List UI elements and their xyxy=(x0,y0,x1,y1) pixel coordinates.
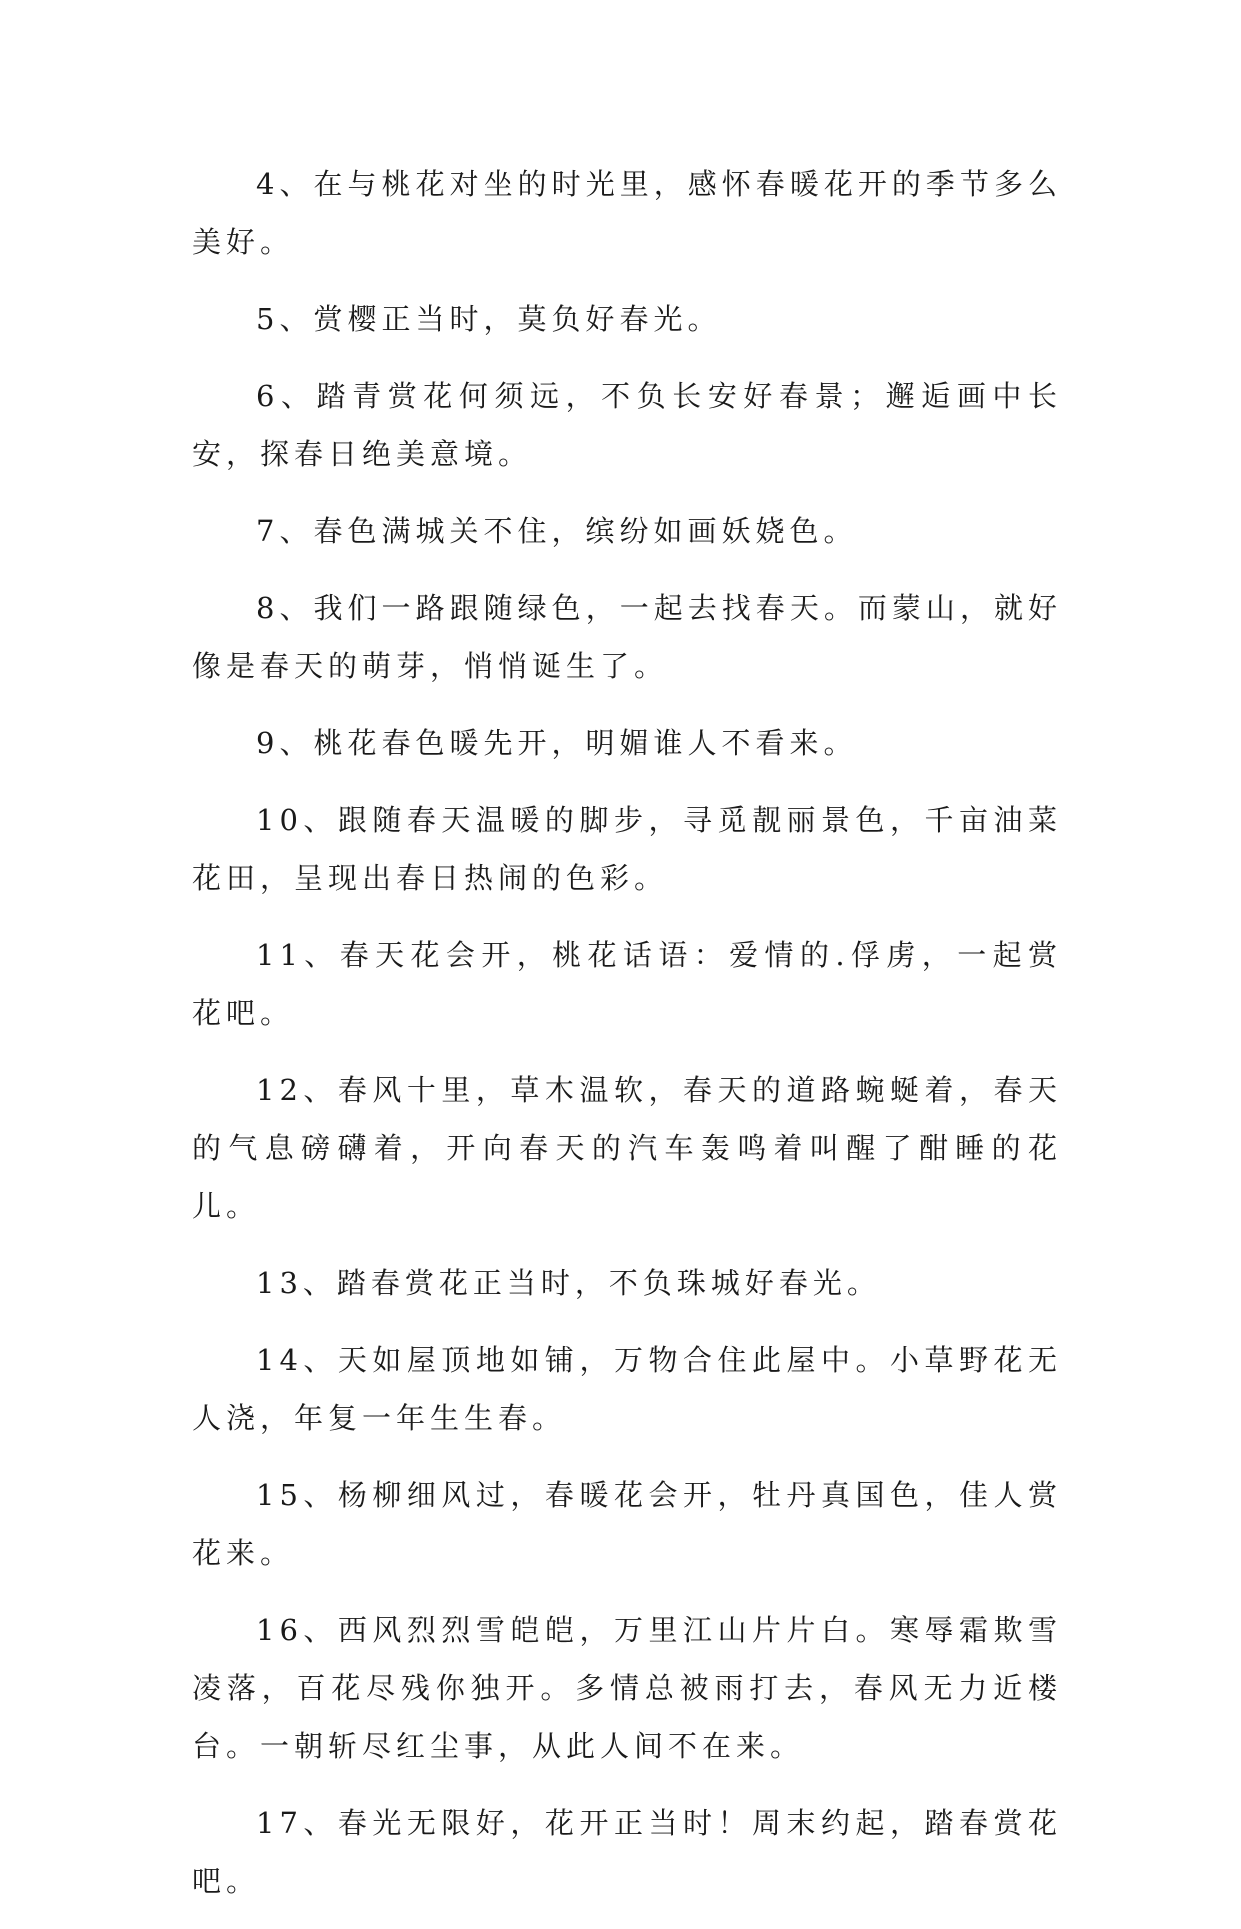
paragraph-13: 13、踏春赏花正当时，不负珠城好春光。 xyxy=(256,1266,881,1300)
paragraph-8: 8、我们一路跟随绿色，一起去找春天。而蒙山，就好像是春天的萌芽，悄悄诞生了。 xyxy=(192,591,1062,683)
paragraph-14: 14、天如屋顶地如铺，万物合住此屋中。小草野花无人浇，年复一年生生春。 xyxy=(192,1343,1062,1435)
paragraph-7: 7、春色满城关不住，缤纷如画妖娆色。 xyxy=(256,514,858,548)
paragraph-6: 6、踏青赏花何须远，不负长安好春景；邂逅画中长安，探春日绝美意境。 xyxy=(192,379,1062,471)
document-body xyxy=(192,155,1062,1929)
paragraph-15: 15、杨柳细风过，春暖花会开，牡丹真国色，佳人赏花来。 xyxy=(192,1478,1062,1570)
paragraph-17: 17、春光无限好，花开正当时！周末约起，踏春赏花吧。 xyxy=(192,1806,1062,1898)
paragraph-16: 16、西风烈烈雪皑皑，万里江山片片白。寒辱霜欺雪凌落，百花尽残你独开。多情总被雨打去，春风无力近楼台。一朝斩尽红尘事，从此人间不在来。 xyxy=(192,1613,1062,1763)
paragraph-10: 10、跟随春天温暖的脚步，寻觅靓丽景色，千亩油菜花田，呈现出春日热闹的色彩。 xyxy=(192,803,1062,895)
paragraph-12: 12、春风十里，草木温软，春天的道路蜿蜒着，春天的气息磅礴着，开向春天的汽车轰鸣着叫醒了酣睡的花儿。 xyxy=(192,1073,1062,1223)
paragraph-9: 9、桃花春色暖先开，明媚谁人不看来。 xyxy=(256,726,858,760)
paragraph-5: 5、赏樱正当时，莫负好春光。 xyxy=(256,302,722,336)
paragraph-4: 4、在与桃花对坐的时光里，感怀春暖花开的季节多么美好。 xyxy=(192,167,1062,259)
paragraph-11: 11、春天花会开，桃花话语：爱情的.俘虏，一起赏花吧。 xyxy=(192,938,1062,1030)
